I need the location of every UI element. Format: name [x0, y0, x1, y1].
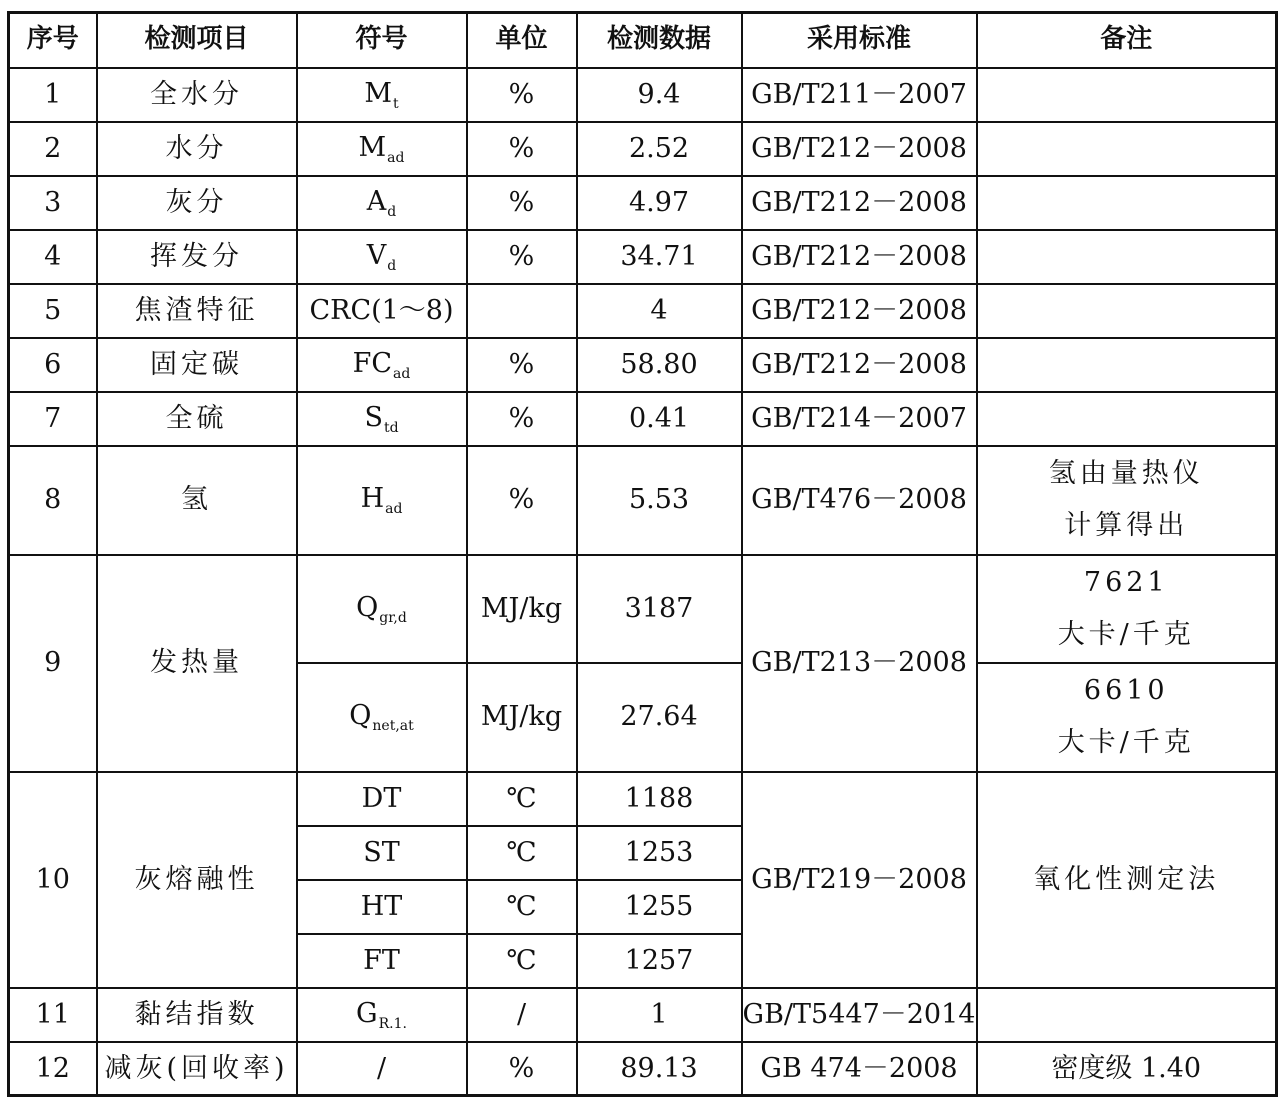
- row-unit: %: [467, 446, 577, 555]
- row-symbol: CRC(1～8): [297, 284, 467, 338]
- row-unit: %: [467, 338, 577, 392]
- row-standard: GB/T212－2008: [742, 176, 977, 230]
- row-value: 1188: [577, 772, 742, 826]
- row-value: 1253: [577, 826, 742, 880]
- row-unit: %: [467, 392, 577, 446]
- row-value: 9.4: [577, 68, 742, 122]
- row-symbol: /: [297, 1042, 467, 1096]
- symbol-main: G: [356, 997, 378, 1029]
- header-no: 序号: [9, 13, 97, 68]
- header-symbol: 符号: [297, 13, 467, 68]
- row-item: 灰熔融性: [97, 772, 297, 988]
- row-standard: GB/T212－2008: [742, 230, 977, 284]
- table-row: [9, 392, 1277, 446]
- table-row: [9, 68, 1277, 122]
- row-item: 焦渣特征: [97, 284, 297, 338]
- row-remark: [977, 338, 1277, 392]
- symbol-sub: d: [387, 257, 397, 274]
- row-symbol: [297, 122, 467, 176]
- header-remark: 备注: [977, 13, 1277, 68]
- row-standard: GB/T214－2007: [742, 392, 977, 446]
- row-remark: [977, 988, 1277, 1042]
- remark-line-1: 6610: [1083, 675, 1169, 706]
- row-value: 3187: [577, 555, 742, 663]
- coal-analysis-table: [7, 11, 1278, 1097]
- remark-line-1: 7621: [1083, 566, 1169, 598]
- row-unit: %: [467, 68, 577, 122]
- symbol-main: Q: [349, 700, 372, 732]
- row-value: 58.80: [577, 338, 742, 392]
- row-unit: %: [467, 1042, 577, 1096]
- row-unit: MJ/kg: [467, 663, 577, 772]
- row-no: 6: [9, 338, 97, 392]
- row-value: 2.52: [577, 122, 742, 176]
- row-symbol: HT: [297, 880, 467, 934]
- row-unit: MJ/kg: [467, 555, 577, 663]
- row-value: 1255: [577, 880, 742, 934]
- row-item: 发热量: [97, 555, 297, 772]
- row-value: 4.97: [577, 176, 742, 230]
- row-remark: [977, 176, 1277, 230]
- symbol-main: Q: [356, 591, 379, 623]
- row-remark: [977, 122, 1277, 176]
- row-unit: %: [467, 176, 577, 230]
- header-standard: 采用标准: [742, 13, 977, 68]
- row-no: 3: [9, 176, 97, 230]
- row-item: 黏结指数: [97, 988, 297, 1042]
- table-row: [9, 772, 1277, 826]
- row-item: 氢: [97, 446, 297, 555]
- table-row: [9, 230, 1277, 284]
- row-unit: /: [467, 988, 577, 1042]
- table-row: [9, 176, 1277, 230]
- header-row: [9, 13, 1277, 68]
- symbol-sub: net,at: [372, 718, 414, 735]
- row-standard: GB/T5447－2014: [742, 988, 977, 1042]
- row-no: 1: [9, 68, 97, 122]
- table-row: [9, 988, 1277, 1042]
- table-row: [9, 338, 1277, 392]
- symbol-sub: R.1.: [378, 1015, 407, 1032]
- row-symbol: [297, 176, 467, 230]
- table-row: [9, 446, 1277, 555]
- symbol-main: A: [366, 185, 387, 217]
- row-value: 5.53: [577, 446, 742, 555]
- table-row: [9, 122, 1277, 176]
- remark-line-1: 氢由量热仪: [1048, 458, 1204, 489]
- row-no: 4: [9, 230, 97, 284]
- symbol-main: FC: [352, 347, 393, 379]
- row-symbol: [297, 392, 467, 446]
- row-remark: 密度级 1.40: [977, 1042, 1277, 1096]
- row-unit: ℃: [467, 880, 577, 934]
- row-value: 27.64: [577, 663, 742, 772]
- row-no: 12: [9, 1042, 97, 1096]
- symbol-sub: t: [393, 95, 399, 112]
- remark-line-2: 大卡/千克: [1057, 618, 1195, 650]
- header-unit: 单位: [467, 13, 577, 68]
- symbol-sub: ad: [393, 365, 411, 382]
- row-no: 5: [9, 284, 97, 338]
- row-item: 全水分: [97, 68, 297, 122]
- symbol-main: H: [360, 483, 385, 515]
- row-value: 1257: [577, 934, 742, 988]
- row-item: 挥发分: [97, 230, 297, 284]
- row-unit: %: [467, 230, 577, 284]
- row-no: 11: [9, 988, 97, 1042]
- row-remark: [977, 446, 1277, 555]
- symbol-sub: gr,d: [379, 609, 407, 626]
- row-standard: GB/T212－2008: [742, 338, 977, 392]
- header-item: 检测项目: [97, 13, 297, 68]
- row-no: 7: [9, 392, 97, 446]
- row-standard: GB/T212－2008: [742, 122, 977, 176]
- row-symbol: [297, 555, 467, 663]
- row-symbol: [297, 68, 467, 122]
- row-item: 减灰(回收率): [97, 1042, 297, 1096]
- symbol-main: M: [358, 131, 387, 163]
- row-remark: 氧化性测定法: [977, 772, 1277, 988]
- row-standard: GB/T211－2007: [742, 68, 977, 122]
- row-remark: [977, 284, 1277, 338]
- row-unit: ℃: [467, 934, 577, 988]
- row-value: 4: [577, 284, 742, 338]
- symbol-sub: td: [383, 419, 399, 436]
- row-item: 水分: [97, 122, 297, 176]
- row-unit: %: [467, 122, 577, 176]
- table-row: [9, 284, 1277, 338]
- row-standard: GB/T476－2008: [742, 446, 977, 555]
- row-remark: [977, 555, 1277, 663]
- row-unit: ℃: [467, 772, 577, 826]
- row-item: 全硫: [97, 392, 297, 446]
- symbol-sub: d: [387, 203, 397, 220]
- row-unit: [467, 284, 577, 338]
- row-remark: [977, 663, 1277, 772]
- row-no: 10: [9, 772, 97, 988]
- row-standard: GB/T212－2008: [742, 284, 977, 338]
- table-row: [9, 555, 1277, 663]
- row-remark: [977, 68, 1277, 122]
- row-symbol: [297, 230, 467, 284]
- header-value: 检测数据: [577, 13, 742, 68]
- symbol-main: V: [366, 239, 387, 271]
- row-symbol: [297, 988, 467, 1042]
- row-item: 固定碳: [97, 338, 297, 392]
- row-standard: GB/T219－2008: [742, 772, 977, 988]
- row-value: 0.41: [577, 392, 742, 446]
- row-standard: GB/T213－2008: [742, 555, 977, 772]
- symbol-sub: ad: [385, 501, 403, 518]
- row-unit: ℃: [467, 826, 577, 880]
- row-remark: [977, 392, 1277, 446]
- symbol-main: S: [364, 401, 383, 433]
- row-no: 8: [9, 446, 97, 555]
- row-no: 2: [9, 122, 97, 176]
- symbol-main: M: [364, 77, 392, 109]
- row-remark: [977, 230, 1277, 284]
- row-no: 9: [9, 555, 97, 772]
- row-value: 89.13: [577, 1042, 742, 1096]
- remark-line-2: 大卡/千克: [1057, 727, 1195, 758]
- row-value: 34.71: [577, 230, 742, 284]
- row-standard: GB 474－2008: [742, 1042, 977, 1096]
- symbol-sub: ad: [387, 149, 405, 166]
- table-row: [9, 1042, 1277, 1096]
- row-symbol: FT: [297, 934, 467, 988]
- row-item: 灰分: [97, 176, 297, 230]
- row-symbol: [297, 663, 467, 772]
- row-symbol: DT: [297, 772, 467, 826]
- row-value: 1: [577, 988, 742, 1042]
- row-symbol: [297, 338, 467, 392]
- row-symbol: [297, 446, 467, 555]
- row-symbol: ST: [297, 826, 467, 880]
- remark-line-2: 计算得出: [1064, 510, 1189, 541]
